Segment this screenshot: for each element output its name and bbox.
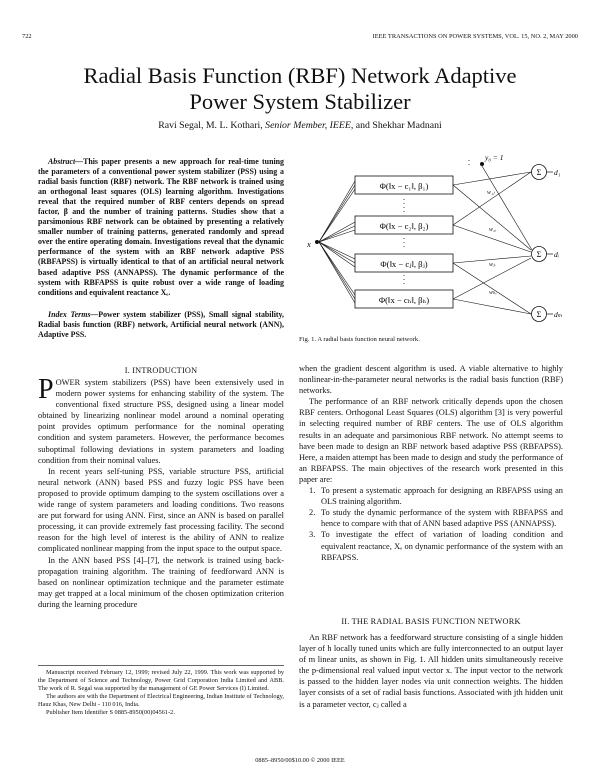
objective-number: 2. xyxy=(309,508,316,518)
journal-title: IEEE TRANSACTIONS ON POWER SYSTEMS, VOL. 15, NO. 2, MAY 2000 xyxy=(372,33,578,40)
objective-item xyxy=(299,485,563,507)
objective-text: To investigate the effect of variation of loading condition and equivalent reactance, Xₑ on dynamic performance of the system with an RBFAPSS. xyxy=(321,530,563,562)
intro-paragraph-1 xyxy=(38,374,284,466)
input-node xyxy=(315,240,319,244)
footnote-manuscript: Manuscript received February 12, 1999; revised July 22, 1999. This work was supported by the Department of Science and Technology, Power Grid Corporation India Limited and ABB. The work of R. Segal was supported by the management of GE Power Services (I) Limited. xyxy=(38,669,284,693)
right-paragraph-1: when the gradient descent algorithm is used. A viable alternative to highly nonlinear-in-the-parameter neural networks is the radial basis function (RBF) networks. xyxy=(299,364,563,396)
paper-title xyxy=(0,63,600,115)
intro-lead: OWER xyxy=(55,378,81,387)
right-column-body xyxy=(299,363,563,563)
footnotes xyxy=(38,665,284,718)
objective-item xyxy=(299,507,563,529)
objective-item xyxy=(299,529,563,562)
svg-text:w₁ⱼ: w₁ⱼ xyxy=(487,190,495,196)
section-heading-rbf-network: II. THE RADIAL BASIS FUNCTION NETWORK xyxy=(341,617,521,626)
drop-cap: P xyxy=(38,374,54,405)
output-sum-1: Σ xyxy=(536,168,542,177)
abstract-label: Abstract— xyxy=(48,157,84,166)
svg-text:wⱼᵢ: wⱼᵢ xyxy=(489,262,496,268)
abstract xyxy=(38,157,284,298)
section-2-paragraph: An RBF network has a feedforward structure consisting of a single hidden layer of h locally tuned units which are fully interconnected to an output layer of m linear units, as shown in Fig. 1. All hidden units simultaneously receive the p-dimensional real valued input vector x. The input vector to the network is passed to the hidden layer nodes via unit connection weights. The hidden layer consists of a set of radial basis functions. Associated with jth hidden unit is a parameter vector, cⱼ called a xyxy=(299,633,563,709)
objective-number: 1. xyxy=(309,486,316,496)
output-label-m: dₘ xyxy=(554,310,563,319)
copyright-footer: 0885–8950/00$10.00 © 2000 IEEE xyxy=(255,757,345,764)
svg-text:wₕᵢ: wₕᵢ xyxy=(489,290,497,296)
title-line-2: Power System Stabilizer xyxy=(189,89,411,114)
section-heading-introduction: I. INTRODUCTION xyxy=(124,366,198,375)
objective-text: To study the dynamic performance of the system with RBFAPSS and hence to compare with that of ANN based adaptive PSS (ANNAPSS). xyxy=(321,508,563,529)
svg-text:w₂ᵢ: w₂ᵢ xyxy=(489,227,497,233)
index-terms-text: Power system stabilizer (PSS), Small signal stability, Radial basis function (RBF) network, Artificial neural network (ANN), Adaptive PSS. xyxy=(38,310,284,340)
output-label-i: dᵢ xyxy=(554,250,559,259)
objective-text: To present a systematic approach for designing an RBFAPSS using an OLS training algorithm. xyxy=(321,486,563,507)
hidden-unit-label-1: Φ(‖x − c₁‖, β₁) xyxy=(379,181,429,191)
authors-a: Ravi Segal, M. L. Kothari, xyxy=(158,120,266,131)
output-arrows xyxy=(547,172,553,314)
page-number: 722 xyxy=(22,33,32,40)
objective-number: 3. xyxy=(309,530,316,540)
right-paragraph-2: The performance of an RBF network critically depends upon the chosen RBF centers. Orthogonal Least Squares (OLS) algorithm [3] is very powerful in selecting required number of RBF centers. The use of OLS algorithm results in an adequate and parsimonious RBF network. No attempt seems to have been made to design an RBF network based adaptive PSS (RBFAPSS). Here, a maiden attempt has been made to design and study the performance of an RBFAPSS. The main objectives of the research work presented in this paper are: xyxy=(299,397,563,484)
index-terms-label: Index Terms— xyxy=(48,310,99,319)
intro-paragraph-3: In the ANN based PSS [4]–[7], the network is trained using back-propagation training algorithm. The training of feedforward ANN is based on nonlinear optimization technique and the parameter estimate may get trapped at a local minimum of the chosen optimization criterion during the learning procedure xyxy=(38,555,284,609)
objectives-list xyxy=(299,485,563,563)
authors-c: and Shekhar Madnani xyxy=(353,120,442,131)
intro-paragraph-2: In recent years self-tuning PSS, variable structure PSS, artificial neural network (ANN) based PSS and fuzzy logic PSS have been proposed to provide optimum damping to the system oscillations over a wide range of system parameters and loading conditions. Two reasons are put forward for using ANN. First, since an ANN is based on parallel processing, it can provide extremely fast processing facility. The second reason for the high level of interest is the ability of ANN to realize complicated nonlinear mapping from the input space to the output space. xyxy=(38,466,284,554)
hidden-unit-label-2: Φ(‖x − c₂‖, β₂) xyxy=(379,221,429,231)
section-2-body xyxy=(299,632,563,710)
bias-label: y₀ = 1 xyxy=(485,154,504,162)
output-sum-m: Σ xyxy=(536,310,542,319)
input-label: x xyxy=(307,239,311,249)
author-line xyxy=(0,120,600,131)
intro-p1-text: system stabilizers (PSS) have been extensively used in modern power systems for enhancing stability of the system. The conventional fixed structure PSS, designed using a linear model obtained by linearizing nonlinear model around a nominal operating point provides optimum performance for the nominal operating condition and system parameters. However, the performance becomes suboptimal following deviations in system parameters and loading condition from their nominal values. xyxy=(38,378,284,465)
index-terms xyxy=(38,310,284,340)
abstract-text: This paper presents a new approach for real-time tuning the parameters of a conventional power system stabilizer (PSS) using a radial basis function (RBF) network. The RBF network is trained using an orthogonal least squares (OLS) learning algorithm. Investigations reveal that the required number of RBF centers depends on spread factor, β and the number of training patterns. Studies show that a parsimonious RBF network can be obtained by presenting a relatively smaller number of training patterns, generated randomly and spread over the entire operating domain. Investigations reveal that the dynamic performance of the system with an RBF network adaptive PSS (RBFAPSS) is virtually identical to that of an artificial neural network based adaptive PSS (ANNAPSS). The dynamic performance of the system with RBFAPSS is quite robust over a wide range of loading conditions and equivalent reactance Xₑ. xyxy=(38,157,284,297)
introduction-body xyxy=(38,374,284,610)
bias-node xyxy=(480,162,484,166)
figure-caption: Fig. 1. A radial basis function neural network. xyxy=(299,336,420,343)
authors-b: Senior Member, IEEE, xyxy=(265,120,354,131)
input-connections xyxy=(319,181,355,303)
rbf-network-figure xyxy=(299,154,563,334)
hidden-unit-label-h: Φ(‖x − cₕ‖, βₕ) xyxy=(378,295,430,305)
output-sum-i: Σ xyxy=(536,250,542,259)
hidden-unit-label-j: Φ(‖x − cⱼ‖, βⱼ) xyxy=(380,259,428,269)
title-line-1: Radial Basis Function (RBF) Network Adaptive xyxy=(83,63,517,88)
footnote-identifier: Publisher Item Identifier S 0885-8950(00)04561-2. xyxy=(46,709,175,717)
output-label-1: d₁ xyxy=(554,168,561,177)
footnote-affiliation: The authors are with the Department of Electrical Engineering, Indian Institute of Technology, Hauz Khas, New Delhi - 110 016, India. xyxy=(38,693,284,709)
